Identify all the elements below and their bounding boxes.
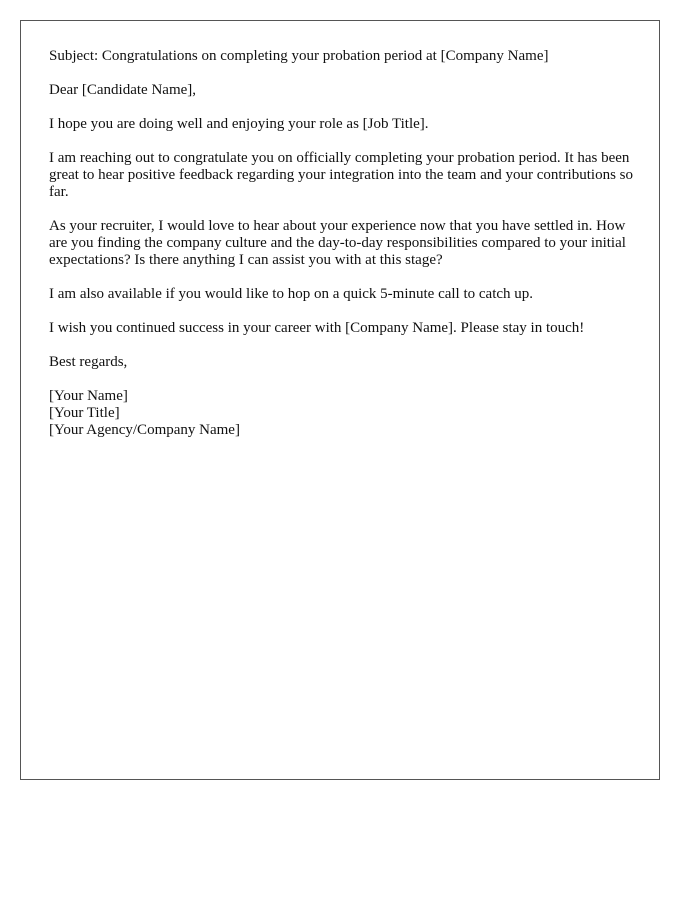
salutation: Dear [Candidate Name], [49, 82, 197, 98]
closing: Best regards, [49, 354, 128, 370]
paragraph-congratulations: I am reaching out to congratulate you on officially completing your probation period. It has been great to hear positive feedback regarding your integration into the team and your contributions so far. [49, 150, 633, 200]
signature-title: [Your Title] [49, 405, 120, 421]
signature-company: [Your Agency/Company Name] [49, 422, 240, 438]
paragraph-greeting: I hope you are doing well and enjoying your role as [Job Title]. [49, 116, 429, 132]
signature-block [49, 388, 639, 439]
subject-line: Subject: Congratulations on completing your probation period at [Company Name] [49, 48, 549, 64]
signature-name: [Your Name] [49, 388, 128, 404]
paragraph-experience-question: As your recruiter, I would love to hear about your experience now that you have settled in. How are you finding the company culture and the day-to-day responsibilities compared to your initial expectations? Is there anything I can assist you with at this stage? [49, 218, 626, 268]
paragraph-call-offer: I am also available if you would like to hop on a quick 5-minute call to catch up. [49, 286, 534, 302]
letter-frame [20, 20, 660, 780]
letter-body [49, 48, 639, 439]
paragraph-well-wishes: I wish you continued success in your career with [Company Name]. Please stay in touch! [49, 320, 585, 336]
